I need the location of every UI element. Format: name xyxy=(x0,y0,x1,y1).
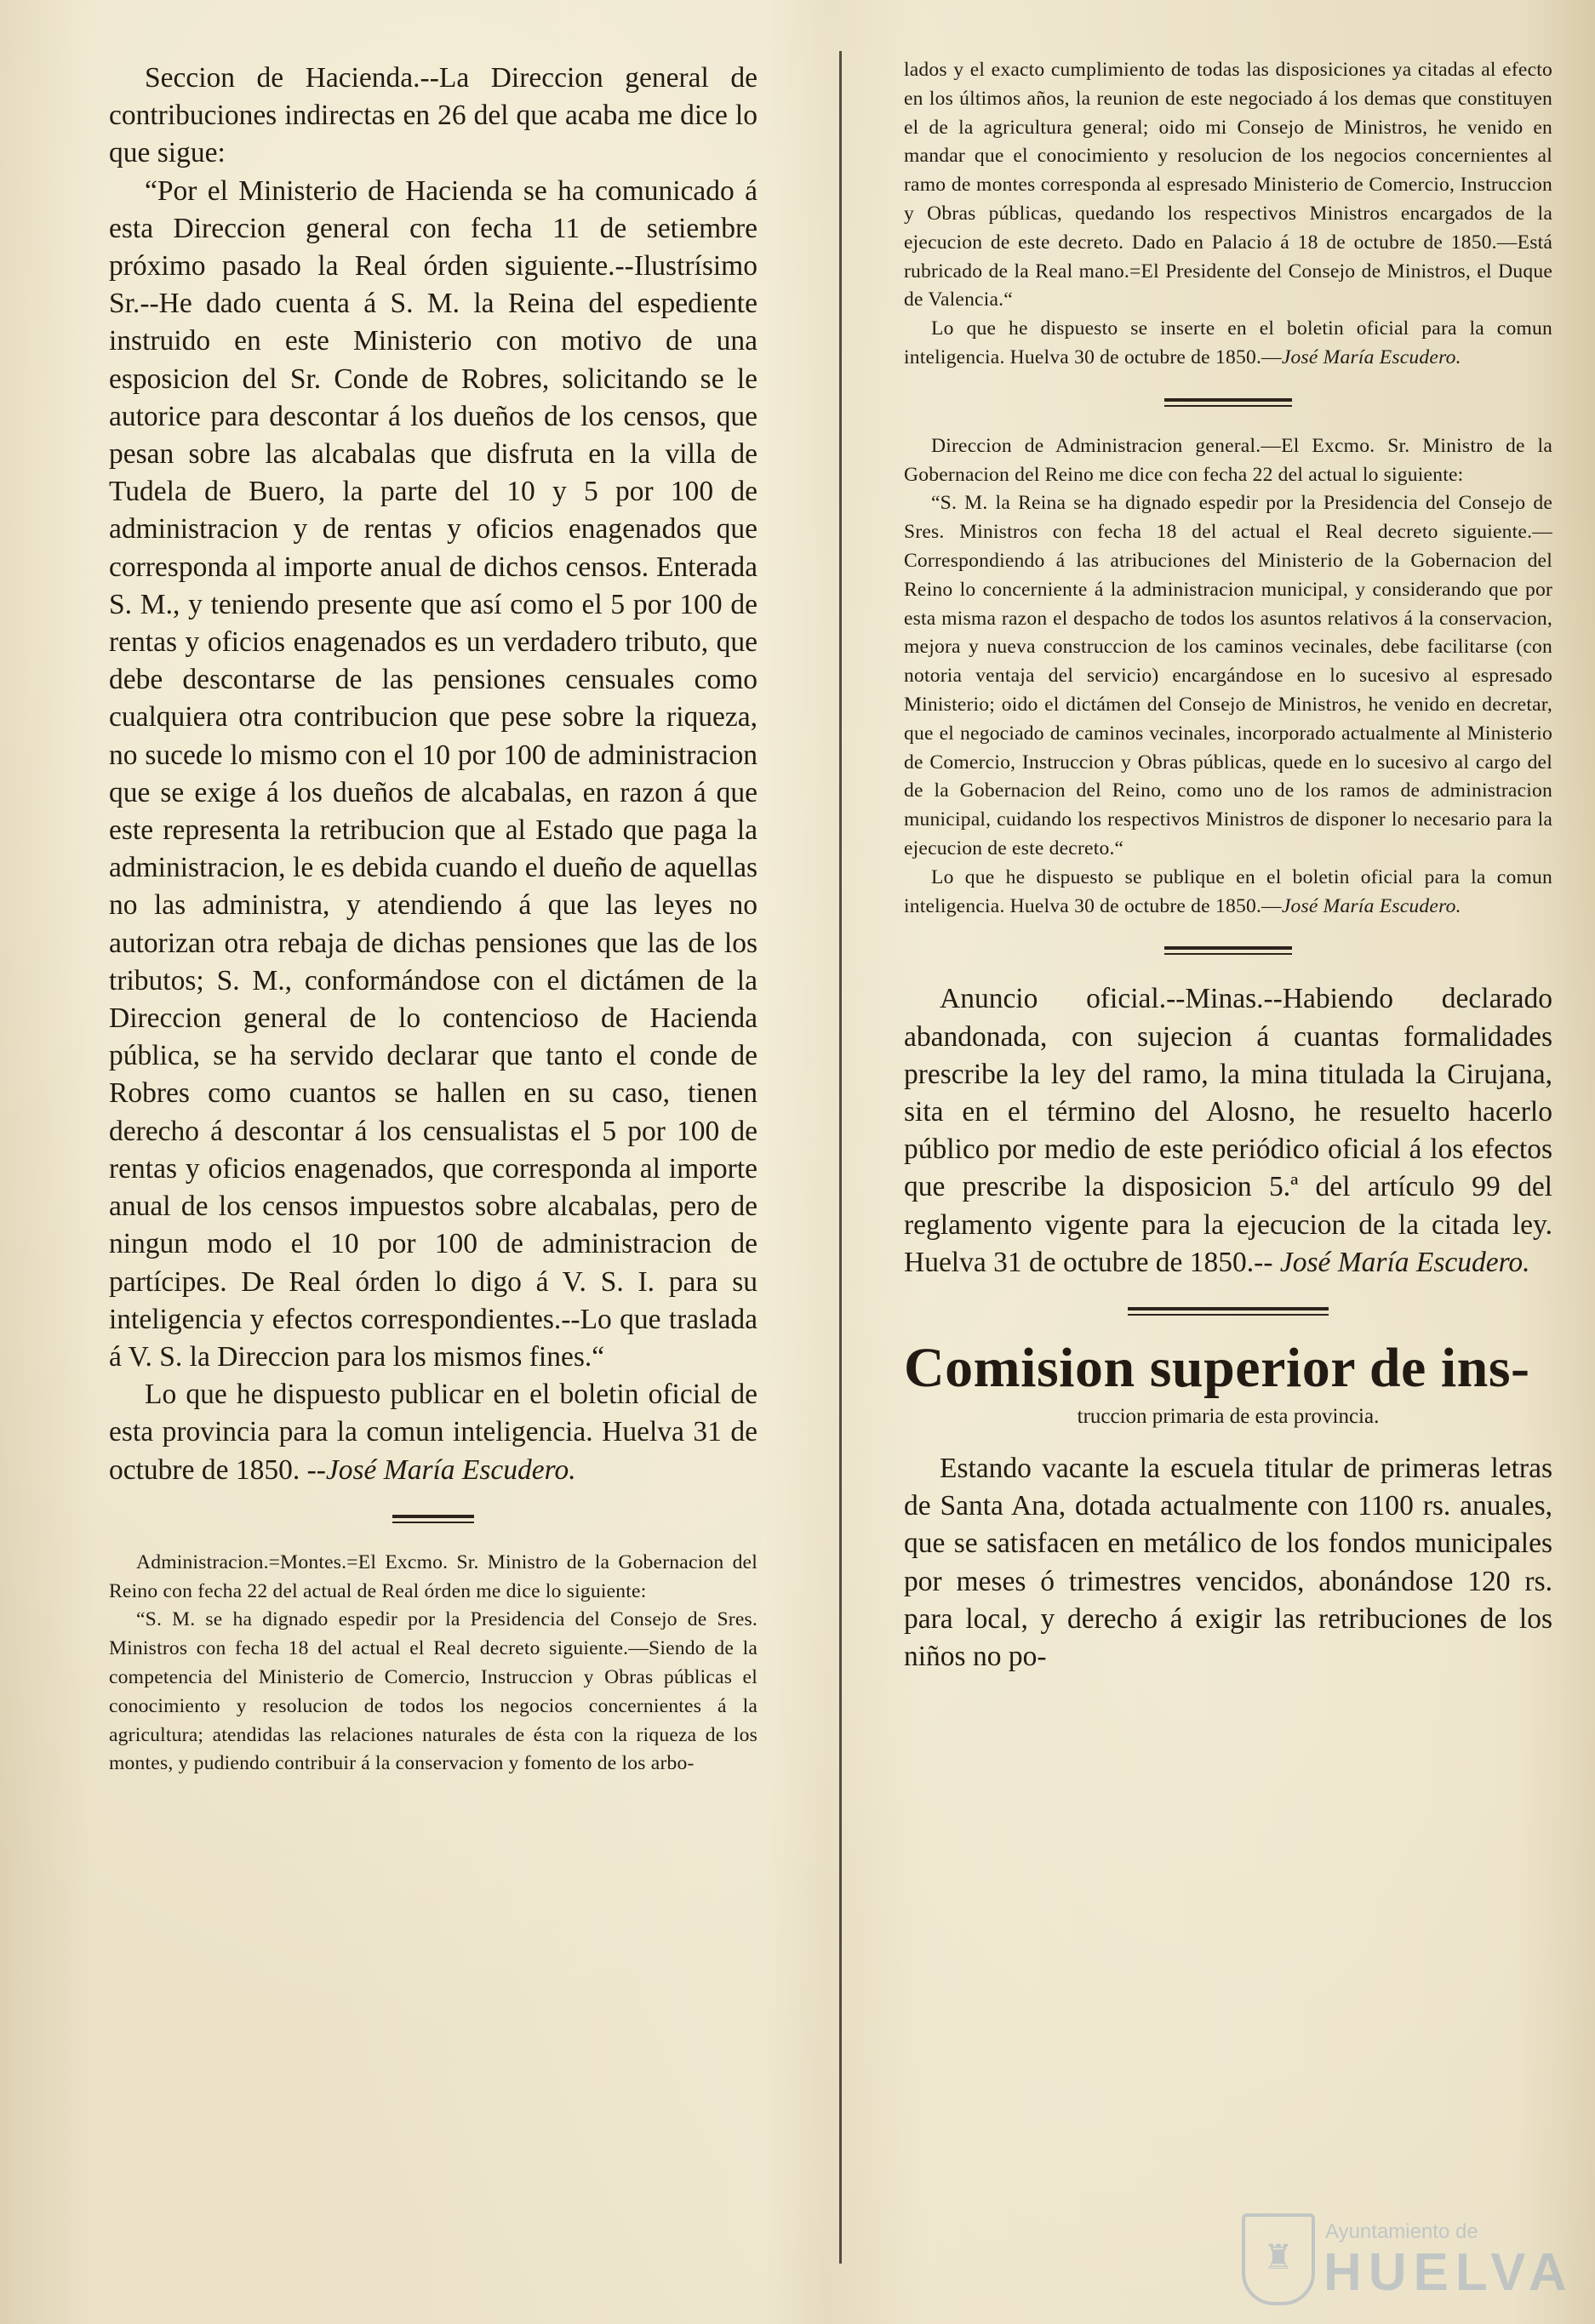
right-column xyxy=(904,56,1552,1676)
caminos-decree-paragraph: “S. M. la Reina se ha dignado espedir por la Presidencia del Consejo de Sres. Ministros con fecha 18 del actual el Real decreto siguiente.—Correspondiendo á las atribuciones del Ministerio de la Gobernacion del Reino lo concerniente á la administracion municipal, y considerando que por esta misma razon el despacho de todos los asuntos relativos á la conservacion, mejora y nueva construccion de los caminos vecinales, debe facilitarse (con notoria ventaja del servicio) encargándose en lo sucesivo al espresado Ministerio; oido el dictámen del Consejo de Ministros, he venido en decretar, que el negociado de caminos vecinales, incorporado actualmente al Ministerio de Comercio, Instruccion y Obras públicas, quede en lo sucesivo al cargo del de la Gobernacion del Reino, como uno de los ramos de administracion municipal, cuidando los respectivos Ministros de disponer lo necesario para la ejecucion de este decreto.“ xyxy=(904,492,1552,859)
hacienda-royal-order-paragraph: “Por el Ministerio de Hacienda se ha comunicado á esta Direccion general con fecha 11 de setiembre próximo pasado la Real órden siguiente.--Ilustrísimo Sr.--He dado cuenta á S. M. la Reina del espediente instruido en este Ministerio con motivo de una esposicion del Sr. Conde de Robres, solicitando se le autorice para descontar á los dueños de los censos, que pesan sobre las alcabalas que disfruta en la villa de Tudela de Buero, la parte del 10 y 5 por 100 de administracion y de rentas y oficios enagenados que corresponda al importe anual de dichos censos. Enterada S. M., y teniendo presente que así como el 5 por 100 de rentas y oficios enagenados es un verdadero tributo, que debe descontarse de las pensiones censuales como cualquiera otra contribucion que pese sobre la riqueza, no sucede lo mismo con el 10 por 100 de administracion que se exige á los dueños de alcabalas, en razon á que este representa la retribucion que al Estado que paga la administracion, le es debida cuando el dueño de aquellas no las administra, y atendiendo á que las leyes no autorizan otra rebaja de dichas pensiones que las de los tributos; S. M., conformándose con el dictámen de la Direccion general de lo contencioso de Hacienda pública, se ha servido declarar que tanto el conde de Robres como cuantos se hallen en su caso, tienen derecho á descontar á los censualistas el 5 por 100 de rentas y oficios enagenados, que corresponda al importe anual de los censos impuestos sobre alcabalas, pero de ningun modo el 10 por 100 de administracion de partícipes. De Real órden lo digo á V. S. I. para su inteligencia y efectos correspondientes.--Lo que traslada á V. S. la Direccion para los mismos fines.“ xyxy=(109,174,757,1373)
hacienda-signature: --José María Escudero. xyxy=(306,1453,576,1486)
montes-decree-paragraph: “S. M. se ha dignado espedir por la Presidencia del Consejo de Sres. Ministros con fecha 18 del actual el Real decreto siguiente.—Siendo de la competencia del Ministerio de Comercio, Instruccion y Obras públicas el conocimiento y resolucion de todos los negocios concernientes á la agricultura; atendidas las relaciones naturales de ésta con la riqueza de los montes, y pudiendo contribuir á la conservacion y fomento de los arbo- xyxy=(109,1608,757,1775)
montes-closing-paragraph xyxy=(904,315,1552,373)
hacienda-closing-paragraph xyxy=(109,1376,757,1489)
section-separator xyxy=(1128,1307,1329,1316)
coat-of-arms-icon: ♜ xyxy=(1242,2213,1315,2305)
watermark-line1: Ayuntamiento de xyxy=(1325,2220,1478,2243)
section-separator xyxy=(1164,946,1292,955)
montes-signature: José María Escudero. xyxy=(1281,345,1461,368)
minas-signature: José María Escudero. xyxy=(1279,1246,1530,1278)
left-column xyxy=(109,60,757,1779)
section-separator xyxy=(1164,398,1292,407)
montes-closing-text: Lo que he dispuesto se inserte en el boletin oficial para la comun inteligencia. Huelva 30 de octubre de 1850.— xyxy=(904,317,1552,368)
comision-subheading: truccion primaria de esta provincia. xyxy=(1077,1404,1380,1428)
column-divider xyxy=(839,51,842,2264)
escuela-vacancy-paragraph: Estando vacante la escuela titular de primeras letras de Santa Ana, dotada actualmente con 1100 rs. anuales, que se satisfacen en metálico de los fondos municipales por meses ó trimestres vencidos, abonándose 120 rs. para local, y derecho á exigir las retribuciones de los niños no po- xyxy=(904,1452,1552,1672)
watermark-line2: HUELVA xyxy=(1323,2243,1574,2302)
hacienda-intro-paragraph: Seccion de Hacienda.--La Direccion general de contribuciones indirectas en 26 del que acaba me dice lo que sigue: xyxy=(109,62,757,169)
hacienda-closing-text: Lo que he dispuesto publicar en el boletin oficial de esta provincia para la comun inteligencia. Huelva 31 de octubre de 1850. xyxy=(109,1379,757,1486)
caminos-closing-paragraph xyxy=(904,864,1552,922)
comision-heading: Comision superior de ins- xyxy=(904,1336,1530,1399)
caminos-intro-paragraph: Direccion de Administracion general.—El Excmo. Sr. Ministro de la Gobernacion del Reino me dice con fecha 22 del actual lo siguiente: xyxy=(904,434,1552,486)
minas-announcement-text: Anuncio oficial.--Minas.--Habiendo declarado abandonada, con sujecion á cuantas formalidades prescribe la ley del ramo, la mina titulada la Cirujana, sita en el término del Alosno, he resuelto hacerlo público por medio de este periódico oficial á los efectos que prescribe la disposicion 5.ª del artículo 99 del reglamento vigente para la ejecucion de la citada ley. Huelva 31 de octubre de 1850.-- xyxy=(904,983,1552,1278)
section-separator xyxy=(392,1515,474,1523)
caminos-closing-text: Lo que he dispuesto se publique en el boletin oficial para la comun inteligencia. Huelva 30 de octubre de 1850.— xyxy=(904,865,1552,917)
montes-decree-continuation: lados y el exacto cumplimiento de todas las disposiciones ya citadas al efecto en los últimos años, la reunion de este negociado á los demas que constituyen el de la agricultura general; oido mi Consejo de Ministros, he venido en mandar que el conocimiento y resolucion de los negocios concernientes al ramo de montes corresponda al espresado Ministerio de Comercio, Instruccion y Obras públicas, quedando los respectivos Ministros encargados de la ejecucion de este decreto. Dado en Palacio á 18 de octubre de 1850.—Está rubricado de la Real mano.=El Presidente del Consejo de Ministros, el Duque de Valencia.“ xyxy=(904,59,1552,311)
minas-announcement-paragraph xyxy=(904,980,1552,1282)
archive-watermark xyxy=(1242,2208,1574,2309)
caminos-signature: José María Escudero. xyxy=(1281,894,1461,917)
montes-intro-paragraph: Administracion.=Montes.=El Excmo. Sr. Ministro de la Gobernacion del Reino con fecha 22 del actual de Real órden me dice lo siguiente: xyxy=(109,1550,757,1602)
